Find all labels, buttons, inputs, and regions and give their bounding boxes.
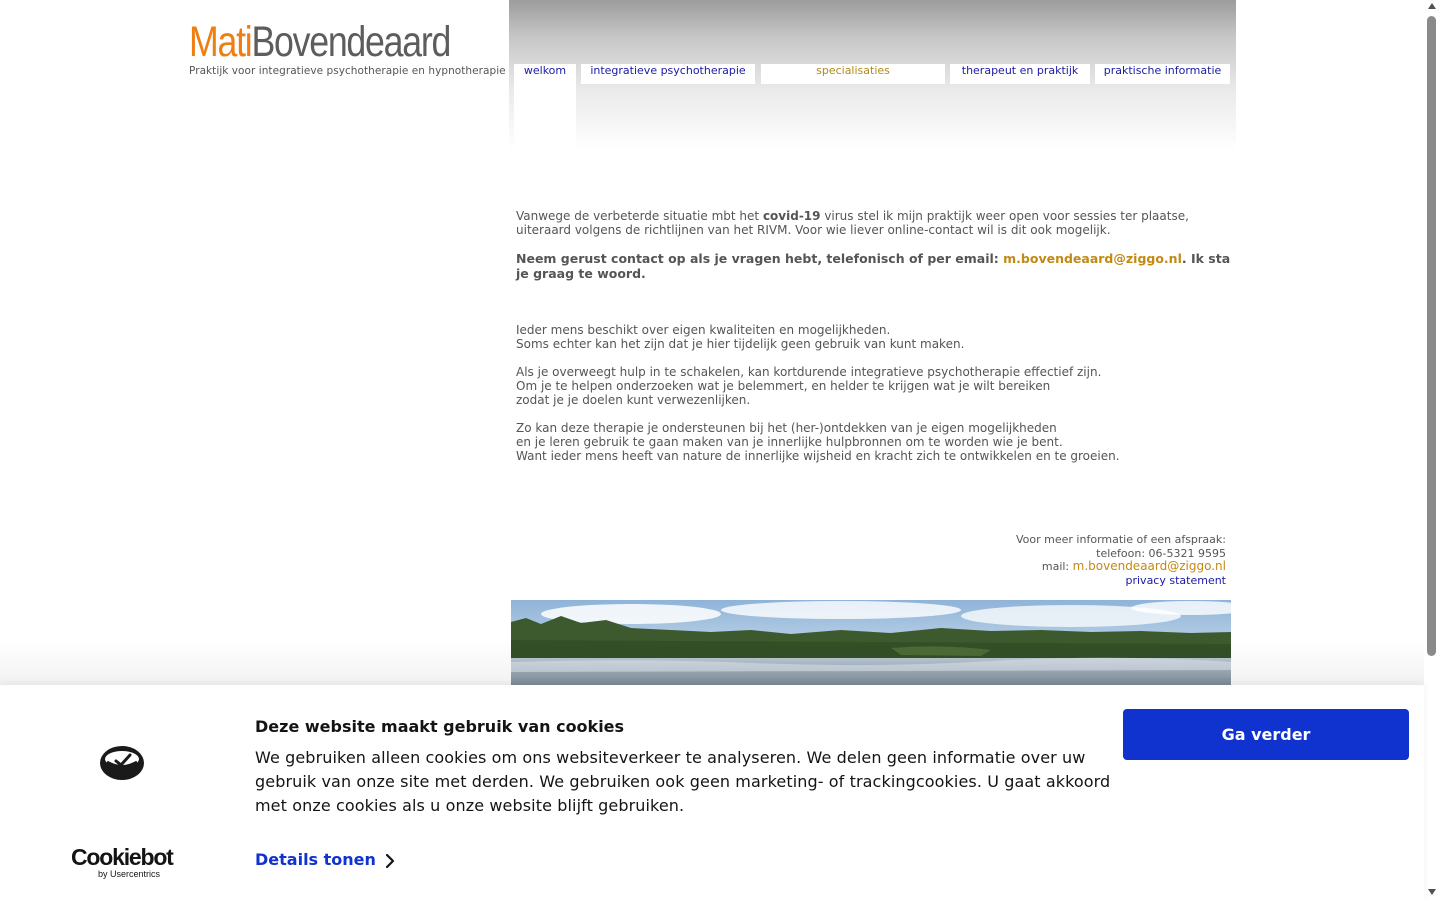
logo-last-name: Bovendeaard (251, 18, 451, 66)
logo-first-name: Mati (189, 18, 252, 66)
cookiebot-name: Cookiebot (71, 844, 173, 870)
scroll-down-arrow-icon[interactable] (1428, 889, 1436, 895)
cookie-banner (0, 685, 1424, 900)
therapy-paragraph (516, 365, 1232, 407)
nav-item-welkom[interactable]: welkom (514, 64, 576, 150)
contact-mail-row (1016, 560, 1226, 574)
covid-text-pre: Vanwege de verbeterde situatie mbt het (516, 209, 763, 223)
intro-paragraph (516, 323, 1232, 351)
cookiebot-logo-icon (99, 745, 145, 781)
privacy-statement-link[interactable]: privacy statement (1125, 573, 1226, 587)
nav-item-praktische-informatie[interactable]: praktische informatie (1095, 64, 1230, 84)
nav-item-integratieve-psychotherapie[interactable]: integratieve psychotherapie (581, 64, 755, 84)
scroll-up-arrow-icon[interactable] (1428, 3, 1436, 9)
therapy-line: zodat je je doelen kunt verwezenlijken. (516, 393, 751, 407)
support-paragraph (516, 421, 1232, 463)
chevron-right-icon[interactable] (383, 853, 397, 869)
support-line: en je leren gebruik te gaan maken van je innerlijke hulpbronnen om te worden wie je bent. (516, 435, 1063, 449)
support-line: Want ieder mens heeft van nature de innerlijke wijsheid en kracht zich te ontwikkelen en te groeien. (516, 449, 1120, 463)
contact-phone: telefoon: 06-5321 9595 (1096, 546, 1226, 560)
support-line: Zo kan deze therapie je ondersteunen bij het (her-)ontdekken van je eigen mogelijkheden (516, 421, 1057, 435)
contact-text-pre: Neem gerust contact op als je vragen hebt, telefonisch of per email: (516, 251, 1004, 266)
therapy-line: Om je te helpen onderzoeken wat je belemmert, en helder te krijgen wat je wilt bereiken (516, 379, 1051, 393)
main-content (516, 209, 1232, 463)
accept-cookies-button[interactable]: Ga verder (1123, 709, 1409, 760)
cookie-banner-shadow (0, 640, 1424, 685)
nav-item-therapeut-en-praktijk[interactable]: therapeut en praktijk (950, 64, 1090, 84)
therapy-line: Als je overweegt hulp in te schakelen, kan kortdurende integratieve psychotherapie effectief zijn. (516, 365, 1102, 379)
contact-text-post: . Ik sta je graag te woord. (516, 251, 1231, 281)
intro-line: Ieder mens beschikt over eigen kwaliteiten en mogelijkheden. (516, 323, 891, 337)
contact-email-link[interactable]: m.bovendeaard@ziggo.nl (1003, 251, 1182, 266)
contact-mail-link[interactable]: m.bovendeaard@ziggo.nl (1072, 559, 1226, 573)
cookie-banner-title: Deze website maakt gebruik van cookies (255, 717, 625, 736)
details-toggle-link[interactable]: Details tonen (255, 850, 376, 869)
cookie-banner-text: We gebruiken alleen cookies om ons websiteverkeer te analyseren. We delen geen informatie over uw gebruik van onze site met derden. We gebruiken ook geen marketing- of trackingcookies. U gaat akkoord met onze cookies als u onze website blijft gebruiken. (255, 748, 1111, 815)
covid-notice (516, 209, 1232, 237)
covid-text-bold: covid-19 (762, 209, 821, 223)
site-logo[interactable] (189, 18, 506, 82)
nav-item-specialisaties[interactable]: specialisaties (761, 64, 945, 84)
logo-tagline: Praktijk voor integratieve psychotherapie en hypnotherapie (189, 65, 506, 77)
logo-name (189, 18, 451, 66)
contact-invite (516, 251, 1232, 281)
cookiebot-brand[interactable] (71, 845, 181, 879)
intro-line: Soms echter kan het zijn dat je hier tijdelijk geen gebruik van kunt maken. (516, 337, 965, 351)
covid-text-post: virus stel ik mijn praktijk weer open voor sessies ter plaatse, uiteraard volgens de richtlijnen van het RIVM. Voor wie liever online-contact wil is dit ook mogelijk. (516, 209, 1189, 237)
contact-heading: Voor meer informatie of een afspraak: (1016, 533, 1226, 546)
contact-mail-label: mail: (1041, 560, 1073, 573)
cookiebot-by: by Usercentrics (98, 869, 161, 879)
scroll-thumb[interactable] (1427, 16, 1436, 656)
page-scrollbar[interactable] (1424, 0, 1440, 900)
contact-info (1016, 533, 1226, 587)
